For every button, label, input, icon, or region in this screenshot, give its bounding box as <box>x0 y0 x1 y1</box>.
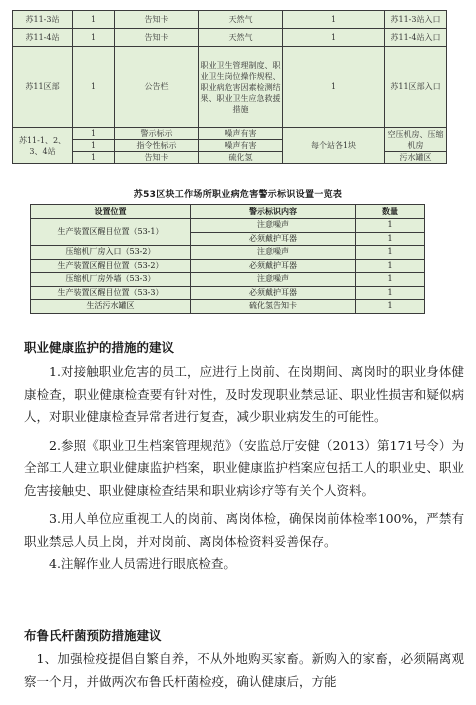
cell-place: 污水罐区 <box>385 152 447 164</box>
signage-table-1 <box>12 10 447 164</box>
paragraph: 4.注解作业人员需进行眼底检查。 <box>49 556 236 571</box>
header-position: 设置位置 <box>31 205 191 219</box>
cell-content: 注意噪声 <box>191 246 356 260</box>
cell-position: 压缩机厂房入口（53-2） <box>31 246 191 260</box>
cell-num: 1 <box>283 29 385 47</box>
cell-content: 硫化氢告知卡 <box>191 300 356 314</box>
cell-qty: 1 <box>73 140 115 152</box>
cell-position: 压缩机厂房外墙（53-3） <box>31 273 191 287</box>
cell-type: 警示标示 <box>115 128 199 140</box>
paragraph: 3.用人单位应重视工人的岗前、离岗体检，确保岗前体检率100%，严禁有职业禁忌人员上岗，并对岗前、离岗体检资料妥善保存。 <box>24 511 464 549</box>
section-body-health-monitoring <box>24 361 464 576</box>
cell-content: 硫化氢 <box>199 152 283 164</box>
cell-content: 必须戴护耳器 <box>191 259 356 273</box>
paragraph: 1、加强检疫提倡自繁自养，不从外地购买家畜。新购入的家畜，必须隔离观察一个月，并做两次布鲁氏杆菌检疫，确认健康后，方能 <box>24 651 464 689</box>
cell-content: 天然气 <box>199 11 283 29</box>
paragraph: 2.参照《职业卫生档案管理规范》（安监总厅安健（2013）第171号令）为全部工人建立职业健康监护档案，职业健康监护档案应包括工人的职业史、职业危害接触史、职业健康检查结果和职业病诊疗等有关个人资料。 <box>24 437 464 498</box>
cell-place: 空压机房、压缩机房 <box>385 128 447 152</box>
cell-content: 必须戴护耳器 <box>191 232 356 246</box>
cell-type: 告知卡 <box>115 29 199 47</box>
cell-content: 天然气 <box>199 29 283 47</box>
cell-qty: 1 <box>73 29 115 47</box>
cell-num: 每个站各1块 <box>283 128 385 164</box>
cell-qty: 1 <box>73 152 115 164</box>
section-heading-brucella: 布鲁氏杆菌预防措施建议 <box>24 628 162 643</box>
paragraph: 1.对接触职业危害的员工，应进行上岗前、在岗期间、离岗时的职业身体健康检查，职业健康检查要有针对性，及时发现职业禁忌证、职业性损害和疑似病人，对职业健康检查异常者进行复查，减少职业病发生的可能性。 <box>24 364 464 424</box>
cell-qty: 1 <box>356 300 425 314</box>
header-content: 警示标识内容 <box>191 205 356 219</box>
cell-qty: 1 <box>356 259 425 273</box>
cell-content: 注意噪声 <box>191 219 356 233</box>
cell-location: 苏11-4站 <box>13 29 73 47</box>
cell-qty: 1 <box>356 273 425 287</box>
cell-qty: 1 <box>73 11 115 29</box>
cell-content: 注意噪声 <box>191 273 356 287</box>
cell-place: 苏11-3站入口 <box>385 11 447 29</box>
cell-type: 指令性标示 <box>115 140 199 152</box>
cell-location: 苏11区部 <box>13 47 73 128</box>
cell-position: 生产装置区醒目位置（53-1） <box>31 219 191 246</box>
cell-position: 生产装置区醒目位置（53-2） <box>31 259 191 273</box>
cell-position: 生产装置区醒目位置（53-3） <box>31 286 191 300</box>
cell-num: 1 <box>283 47 385 128</box>
cell-qty: 1 <box>73 128 115 140</box>
cell-content: 噪声有害 <box>199 128 283 140</box>
cell-place: 苏11-4站入口 <box>385 29 447 47</box>
cell-location: 苏11-3站 <box>13 11 73 29</box>
cell-type: 告知卡 <box>115 152 199 164</box>
cell-qty: 1 <box>356 246 425 260</box>
cell-type: 告知卡 <box>115 11 199 29</box>
cell-qty: 1 <box>356 286 425 300</box>
cell-type: 公告栏 <box>115 47 199 128</box>
signage-table-2 <box>30 204 425 314</box>
header-qty: 数量 <box>356 205 425 219</box>
cell-content: 噪声有害 <box>199 140 283 152</box>
cell-content: 职业卫生管理制度、职业卫生岗位操作规程、职业病危害因素检测结果、职业卫生应急救援措施 <box>199 47 283 128</box>
cell-qty: 1 <box>356 232 425 246</box>
cell-qty: 1 <box>73 47 115 128</box>
cell-num: 1 <box>283 11 385 29</box>
table2-title: 苏53区块工作场所职业病危害警示标识设置一览表 <box>133 190 343 200</box>
cell-content: 必须戴护耳器 <box>191 286 356 300</box>
cell-location: 苏11-1、2、3、4站 <box>13 128 73 164</box>
section-body-brucella <box>24 648 464 693</box>
section-heading-health-monitoring: 职业健康监护的措施的建议 <box>24 340 175 355</box>
cell-place: 苏11区部入口 <box>385 47 447 128</box>
cell-qty: 1 <box>356 219 425 233</box>
cell-position: 生活污水罐区 <box>31 300 191 314</box>
